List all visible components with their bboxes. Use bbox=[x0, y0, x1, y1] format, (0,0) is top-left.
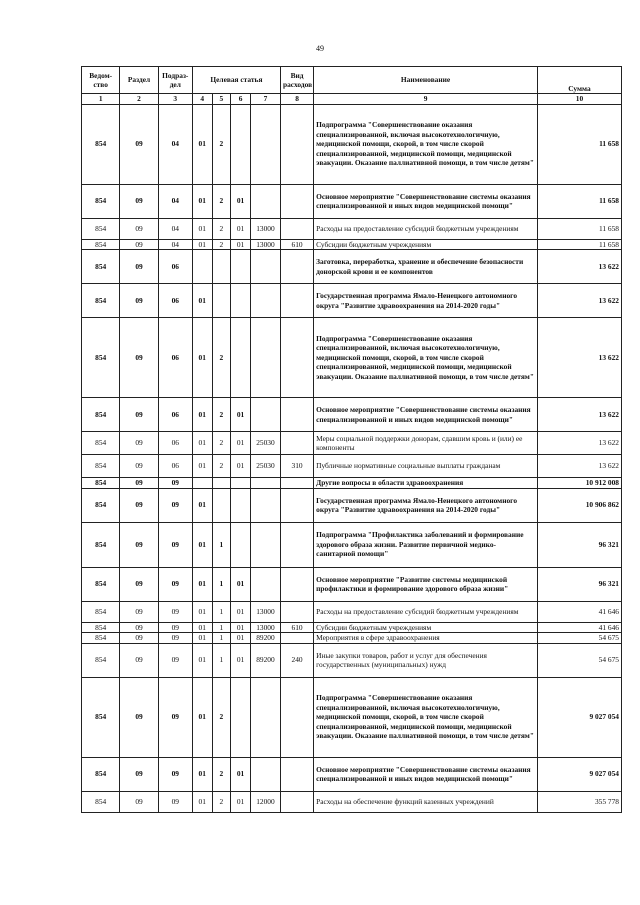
table-row bbox=[82, 284, 622, 318]
table-row bbox=[82, 184, 622, 218]
cell-vedomstvo: 854 bbox=[82, 677, 120, 757]
table-row bbox=[82, 250, 622, 284]
cell-direction bbox=[250, 104, 280, 184]
cell-measure bbox=[231, 677, 251, 757]
cell-subprogram: 1 bbox=[212, 643, 231, 677]
cell-measure bbox=[231, 250, 251, 284]
column-index-cell: 8 bbox=[280, 94, 313, 105]
cell-summa: 13 622 bbox=[537, 318, 621, 398]
cell-vedomstvo: 854 bbox=[82, 218, 120, 239]
cell-vid-rashodov bbox=[280, 398, 313, 432]
cell-razdel: 09 bbox=[120, 622, 158, 633]
cell-summa: 11 658 bbox=[537, 218, 621, 239]
cell-naimenovanie: Основное мероприятие "Развитие системы медицинской профилактики и формирование здорового образа жизни" bbox=[314, 567, 538, 601]
cell-direction bbox=[250, 757, 280, 791]
cell-subprogram: 1 bbox=[212, 522, 231, 567]
cell-naimenovanie: Расходы на обеспечение функций казенных учреждений bbox=[314, 791, 538, 812]
cell-measure: 01 bbox=[231, 633, 251, 644]
table-row bbox=[82, 643, 622, 677]
table-row bbox=[82, 478, 622, 489]
cell-vedomstvo: 854 bbox=[82, 239, 120, 250]
cell-measure bbox=[231, 522, 251, 567]
cell-naimenovanie: Публичные нормативные социальные выплаты гражданам bbox=[314, 455, 538, 478]
cell-podrazdel: 04 bbox=[158, 184, 192, 218]
column-index-cell: 7 bbox=[250, 94, 280, 105]
table-row bbox=[82, 398, 622, 432]
cell-vedomstvo: 854 bbox=[82, 488, 120, 522]
cell-razdel: 09 bbox=[120, 218, 158, 239]
cell-measure bbox=[231, 104, 251, 184]
cell-vid-rashodov bbox=[280, 218, 313, 239]
table-row bbox=[82, 522, 622, 567]
cell-direction: 12000 bbox=[250, 791, 280, 812]
cell-direction: 13000 bbox=[250, 218, 280, 239]
cell-podrazdel: 04 bbox=[158, 104, 192, 184]
column-index-cell: 6 bbox=[231, 94, 251, 105]
cell-vid-rashodov bbox=[280, 284, 313, 318]
cell-direction bbox=[250, 478, 280, 489]
cell-direction bbox=[250, 398, 280, 432]
table-row bbox=[82, 757, 622, 791]
cell-podrazdel: 09 bbox=[158, 601, 192, 622]
cell-naimenovanie: Подпрограмма "Профилактика заболеваний и формирование здорового образа жизни. Развитие первичной медико-санитарной помощи" bbox=[314, 522, 538, 567]
cell-naimenovanie: Меры социальной поддержки донорам, сдавшим кровь и (или) ее компоненты bbox=[314, 432, 538, 455]
cell-naimenovanie: Другие вопросы в области здравоохранения bbox=[314, 478, 538, 489]
cell-program: 01 bbox=[192, 567, 212, 601]
cell-vedomstvo: 854 bbox=[82, 633, 120, 644]
cell-vid-rashodov bbox=[280, 757, 313, 791]
header-celevaya-statya: Целевая статья bbox=[192, 67, 280, 94]
cell-measure: 01 bbox=[231, 455, 251, 478]
cell-subprogram bbox=[212, 478, 231, 489]
header-naimenovanie: Наименование bbox=[314, 67, 538, 94]
cell-vid-rashodov: 610 bbox=[280, 622, 313, 633]
cell-summa: 96 321 bbox=[537, 522, 621, 567]
cell-subprogram: 2 bbox=[212, 455, 231, 478]
cell-naimenovanie: Основное мероприятие "Совершенствование системы оказания специализированной и иных видов медицинской помощи" bbox=[314, 398, 538, 432]
cell-summa: 11 658 bbox=[537, 239, 621, 250]
table-row bbox=[82, 567, 622, 601]
cell-naimenovanie: Расходы на предоставление субсидий бюджетным учреждениям bbox=[314, 601, 538, 622]
cell-summa: 13 622 bbox=[537, 398, 621, 432]
cell-subprogram: 2 bbox=[212, 791, 231, 812]
cell-vedomstvo: 854 bbox=[82, 250, 120, 284]
cell-vid-rashodov bbox=[280, 104, 313, 184]
cell-summa: 9 027 054 bbox=[537, 757, 621, 791]
cell-program: 01 bbox=[192, 398, 212, 432]
cell-program: 01 bbox=[192, 218, 212, 239]
cell-summa: 11 658 bbox=[537, 104, 621, 184]
cell-summa: 96 321 bbox=[537, 567, 621, 601]
cell-measure: 01 bbox=[231, 184, 251, 218]
cell-subprogram bbox=[212, 488, 231, 522]
cell-podrazdel: 09 bbox=[158, 633, 192, 644]
cell-naimenovanie: Подпрограмма "Совершенствование оказания специализированной, включая высокотехнологичную, медицинской помощи, скорой, в том числе скорой специализированной, медицинской помощи, медицинской эвакуации. Оказание паллиативной помощи, в том числе детям" bbox=[314, 677, 538, 757]
cell-razdel: 09 bbox=[120, 104, 158, 184]
cell-naimenovanie: Государственная программа Ямало-Ненецкого автономного округа "Развитие здравоохранения на 2014-2020 годы" bbox=[314, 284, 538, 318]
cell-naimenovanie: Мероприятия в сфере здравоохранения bbox=[314, 633, 538, 644]
column-index-cell: 5 bbox=[212, 94, 231, 105]
cell-direction: 25030 bbox=[250, 432, 280, 455]
cell-podrazdel: 06 bbox=[158, 398, 192, 432]
cell-measure: 01 bbox=[231, 622, 251, 633]
cell-subprogram: 2 bbox=[212, 757, 231, 791]
table-row bbox=[82, 622, 622, 633]
cell-subprogram: 2 bbox=[212, 432, 231, 455]
cell-vedomstvo: 854 bbox=[82, 601, 120, 622]
cell-naimenovanie: Субсидии бюджетным учреждениям bbox=[314, 622, 538, 633]
cell-measure: 01 bbox=[231, 218, 251, 239]
table-row bbox=[82, 791, 622, 812]
cell-direction bbox=[250, 284, 280, 318]
cell-direction bbox=[250, 488, 280, 522]
cell-razdel: 09 bbox=[120, 757, 158, 791]
cell-program: 01 bbox=[192, 184, 212, 218]
cell-program: 01 bbox=[192, 633, 212, 644]
cell-direction bbox=[250, 677, 280, 757]
table-row bbox=[82, 432, 622, 455]
cell-summa: 54 675 bbox=[537, 643, 621, 677]
cell-podrazdel: 09 bbox=[158, 478, 192, 489]
cell-subprogram bbox=[212, 284, 231, 318]
cell-podrazdel: 06 bbox=[158, 250, 192, 284]
cell-naimenovanie: Государственная программа Ямало-Ненецкого автономного округа "Развитие здравоохранения на 2014-2020 годы" bbox=[314, 488, 538, 522]
cell-subprogram: 2 bbox=[212, 218, 231, 239]
column-index-row bbox=[82, 94, 622, 105]
column-index-cell: 1 bbox=[82, 94, 120, 105]
cell-direction bbox=[250, 184, 280, 218]
cell-vid-rashodov bbox=[280, 633, 313, 644]
cell-vedomstvo: 854 bbox=[82, 455, 120, 478]
cell-subprogram: 1 bbox=[212, 601, 231, 622]
cell-direction: 89200 bbox=[250, 633, 280, 644]
cell-podrazdel: 09 bbox=[158, 622, 192, 633]
cell-direction: 89200 bbox=[250, 643, 280, 677]
cell-naimenovanie: Подпрограмма "Совершенствование оказания специализированной, включая высокотехнологичную, медицинской помощи, скорой, в том числе скорой специализированной, медицинской помощи, медицинской эвакуации. Оказание паллиативной помощи, в том числе детям" bbox=[314, 318, 538, 398]
cell-subprogram bbox=[212, 250, 231, 284]
cell-naimenovanie: Субсидии бюджетным учреждениям bbox=[314, 239, 538, 250]
cell-subprogram: 2 bbox=[212, 677, 231, 757]
cell-podrazdel: 06 bbox=[158, 318, 192, 398]
cell-razdel: 09 bbox=[120, 601, 158, 622]
cell-measure: 01 bbox=[231, 757, 251, 791]
cell-vid-rashodov bbox=[280, 250, 313, 284]
cell-measure bbox=[231, 478, 251, 489]
cell-program: 01 bbox=[192, 239, 212, 250]
cell-measure: 01 bbox=[231, 432, 251, 455]
cell-subprogram: 1 bbox=[212, 622, 231, 633]
cell-program: 01 bbox=[192, 601, 212, 622]
cell-vedomstvo: 854 bbox=[82, 757, 120, 791]
cell-summa: 11 658 bbox=[537, 184, 621, 218]
cell-podrazdel: 09 bbox=[158, 567, 192, 601]
table-row bbox=[82, 104, 622, 184]
cell-program: 01 bbox=[192, 318, 212, 398]
table-row bbox=[82, 218, 622, 239]
cell-vedomstvo: 854 bbox=[82, 104, 120, 184]
cell-vid-rashodov bbox=[280, 488, 313, 522]
cell-subprogram: 2 bbox=[212, 184, 231, 218]
cell-razdel: 09 bbox=[120, 250, 158, 284]
cell-vedomstvo: 854 bbox=[82, 432, 120, 455]
cell-vedomstvo: 854 bbox=[82, 398, 120, 432]
cell-subprogram: 1 bbox=[212, 633, 231, 644]
cell-subprogram: 2 bbox=[212, 104, 231, 184]
cell-direction: 13000 bbox=[250, 622, 280, 633]
cell-program: 01 bbox=[192, 791, 212, 812]
cell-program: 01 bbox=[192, 622, 212, 633]
cell-razdel: 09 bbox=[120, 432, 158, 455]
cell-measure bbox=[231, 284, 251, 318]
cell-direction: 25030 bbox=[250, 455, 280, 478]
cell-razdel: 09 bbox=[120, 284, 158, 318]
cell-subprogram: 1 bbox=[212, 567, 231, 601]
table-row bbox=[82, 455, 622, 478]
cell-razdel: 09 bbox=[120, 239, 158, 250]
cell-vid-rashodov: 240 bbox=[280, 643, 313, 677]
cell-podrazdel: 09 bbox=[158, 522, 192, 567]
cell-measure: 01 bbox=[231, 643, 251, 677]
cell-vedomstvo: 854 bbox=[82, 622, 120, 633]
cell-vid-rashodov: 310 bbox=[280, 455, 313, 478]
cell-direction bbox=[250, 250, 280, 284]
cell-measure bbox=[231, 488, 251, 522]
cell-vedomstvo: 854 bbox=[82, 791, 120, 812]
cell-podrazdel: 09 bbox=[158, 757, 192, 791]
cell-naimenovanie: Иные закупки товаров, работ и услуг для обеспечения государственных (муниципальных) нужд bbox=[314, 643, 538, 677]
cell-summa: 13 622 bbox=[537, 284, 621, 318]
header-summa: Сумма bbox=[537, 67, 621, 94]
cell-measure: 01 bbox=[231, 567, 251, 601]
cell-program: 01 bbox=[192, 643, 212, 677]
cell-vid-rashodov bbox=[280, 567, 313, 601]
cell-vid-rashodov bbox=[280, 432, 313, 455]
cell-program: 01 bbox=[192, 522, 212, 567]
cell-direction bbox=[250, 567, 280, 601]
cell-measure: 01 bbox=[231, 239, 251, 250]
table-row bbox=[82, 318, 622, 398]
table-row bbox=[82, 488, 622, 522]
cell-podrazdel: 04 bbox=[158, 239, 192, 250]
cell-summa: 355 778 bbox=[537, 791, 621, 812]
table-body bbox=[82, 104, 622, 812]
cell-summa: 41 646 bbox=[537, 601, 621, 622]
cell-razdel: 09 bbox=[120, 184, 158, 218]
cell-summa: 9 027 054 bbox=[537, 677, 621, 757]
cell-vid-rashodov bbox=[280, 601, 313, 622]
cell-razdel: 09 bbox=[120, 677, 158, 757]
cell-podrazdel: 04 bbox=[158, 218, 192, 239]
cell-vid-rashodov: 610 bbox=[280, 239, 313, 250]
column-index-cell: 9 bbox=[314, 94, 538, 105]
cell-razdel: 09 bbox=[120, 643, 158, 677]
cell-summa: 10 906 862 bbox=[537, 488, 621, 522]
cell-measure: 01 bbox=[231, 601, 251, 622]
cell-razdel: 09 bbox=[120, 567, 158, 601]
column-index-cell: 2 bbox=[120, 94, 158, 105]
cell-measure bbox=[231, 318, 251, 398]
cell-direction: 13000 bbox=[250, 601, 280, 622]
cell-naimenovanie: Заготовка, переработка, хранение и обеспечение безопасности донорской крови и ее компонентов bbox=[314, 250, 538, 284]
cell-vedomstvo: 854 bbox=[82, 284, 120, 318]
header-vid-rashodov: Вид расходов bbox=[280, 67, 313, 94]
cell-program: 01 bbox=[192, 455, 212, 478]
cell-summa: 10 912 008 bbox=[537, 478, 621, 489]
column-index-cell: 3 bbox=[158, 94, 192, 105]
cell-vedomstvo: 854 bbox=[82, 643, 120, 677]
cell-direction bbox=[250, 522, 280, 567]
table-row bbox=[82, 239, 622, 250]
header-vedomstvo: Ведом-ство bbox=[82, 67, 120, 94]
cell-vid-rashodov bbox=[280, 677, 313, 757]
cell-program: 01 bbox=[192, 757, 212, 791]
cell-razdel: 09 bbox=[120, 633, 158, 644]
cell-razdel: 09 bbox=[120, 488, 158, 522]
cell-naimenovanie: Основное мероприятие "Совершенствование системы оказания специализированной и иных видов медицинской помощи" bbox=[314, 184, 538, 218]
cell-vedomstvo: 854 bbox=[82, 478, 120, 489]
cell-summa: 13 622 bbox=[537, 455, 621, 478]
cell-razdel: 09 bbox=[120, 522, 158, 567]
cell-podrazdel: 09 bbox=[158, 791, 192, 812]
cell-program bbox=[192, 250, 212, 284]
cell-subprogram: 2 bbox=[212, 398, 231, 432]
cell-vid-rashodov bbox=[280, 318, 313, 398]
cell-program: 01 bbox=[192, 677, 212, 757]
table-row bbox=[82, 601, 622, 622]
cell-program: 01 bbox=[192, 104, 212, 184]
cell-podrazdel: 09 bbox=[158, 488, 192, 522]
cell-podrazdel: 06 bbox=[158, 284, 192, 318]
cell-vedomstvo: 854 bbox=[82, 318, 120, 398]
cell-program: 01 bbox=[192, 488, 212, 522]
cell-program bbox=[192, 478, 212, 489]
header-podrazdel: Подраз-дел bbox=[158, 67, 192, 94]
cell-measure: 01 bbox=[231, 791, 251, 812]
cell-direction: 13000 bbox=[250, 239, 280, 250]
cell-razdel: 09 bbox=[120, 478, 158, 489]
cell-razdel: 09 bbox=[120, 318, 158, 398]
page-number: 49 bbox=[316, 44, 324, 53]
cell-razdel: 09 bbox=[120, 455, 158, 478]
cell-summa: 13 622 bbox=[537, 250, 621, 284]
cell-vid-rashodov bbox=[280, 184, 313, 218]
cell-vid-rashodov bbox=[280, 522, 313, 567]
cell-subprogram: 2 bbox=[212, 318, 231, 398]
cell-vid-rashodov bbox=[280, 478, 313, 489]
cell-vedomstvo: 854 bbox=[82, 567, 120, 601]
header-razdel: Раздел bbox=[120, 67, 158, 94]
table-row bbox=[82, 633, 622, 644]
cell-podrazdel: 06 bbox=[158, 455, 192, 478]
cell-vid-rashodov bbox=[280, 791, 313, 812]
table-row bbox=[82, 677, 622, 757]
cell-naimenovanie: Расходы на предоставление субсидий бюджетным учреждениям bbox=[314, 218, 538, 239]
cell-program: 01 bbox=[192, 284, 212, 318]
cell-subprogram: 2 bbox=[212, 239, 231, 250]
cell-naimenovanie: Основное мероприятие "Совершенствование системы оказания специализированной и иных видов медицинской помощи" bbox=[314, 757, 538, 791]
column-index-cell: 10 bbox=[537, 94, 621, 105]
cell-razdel: 09 bbox=[120, 398, 158, 432]
cell-podrazdel: 09 bbox=[158, 677, 192, 757]
cell-program: 01 bbox=[192, 432, 212, 455]
cell-vedomstvo: 854 bbox=[82, 184, 120, 218]
cell-podrazdel: 06 bbox=[158, 432, 192, 455]
cell-summa: 41 646 bbox=[537, 622, 621, 633]
cell-razdel: 09 bbox=[120, 791, 158, 812]
cell-measure: 01 bbox=[231, 398, 251, 432]
cell-vedomstvo: 854 bbox=[82, 522, 120, 567]
cell-podrazdel: 09 bbox=[158, 643, 192, 677]
cell-naimenovanie: Подпрограмма "Совершенствование оказания специализированной, включая высокотехнологичную, медицинской помощи, скорой, в том числе скорой специализированной, медицинской помощи, медицинской эвакуации. Оказание паллиативной помощи, в том числе детям" bbox=[314, 104, 538, 184]
budget-table bbox=[81, 66, 622, 813]
cell-summa: 54 675 bbox=[537, 633, 621, 644]
cell-direction bbox=[250, 318, 280, 398]
column-index-cell: 4 bbox=[192, 94, 212, 105]
cell-summa: 13 622 bbox=[537, 432, 621, 455]
